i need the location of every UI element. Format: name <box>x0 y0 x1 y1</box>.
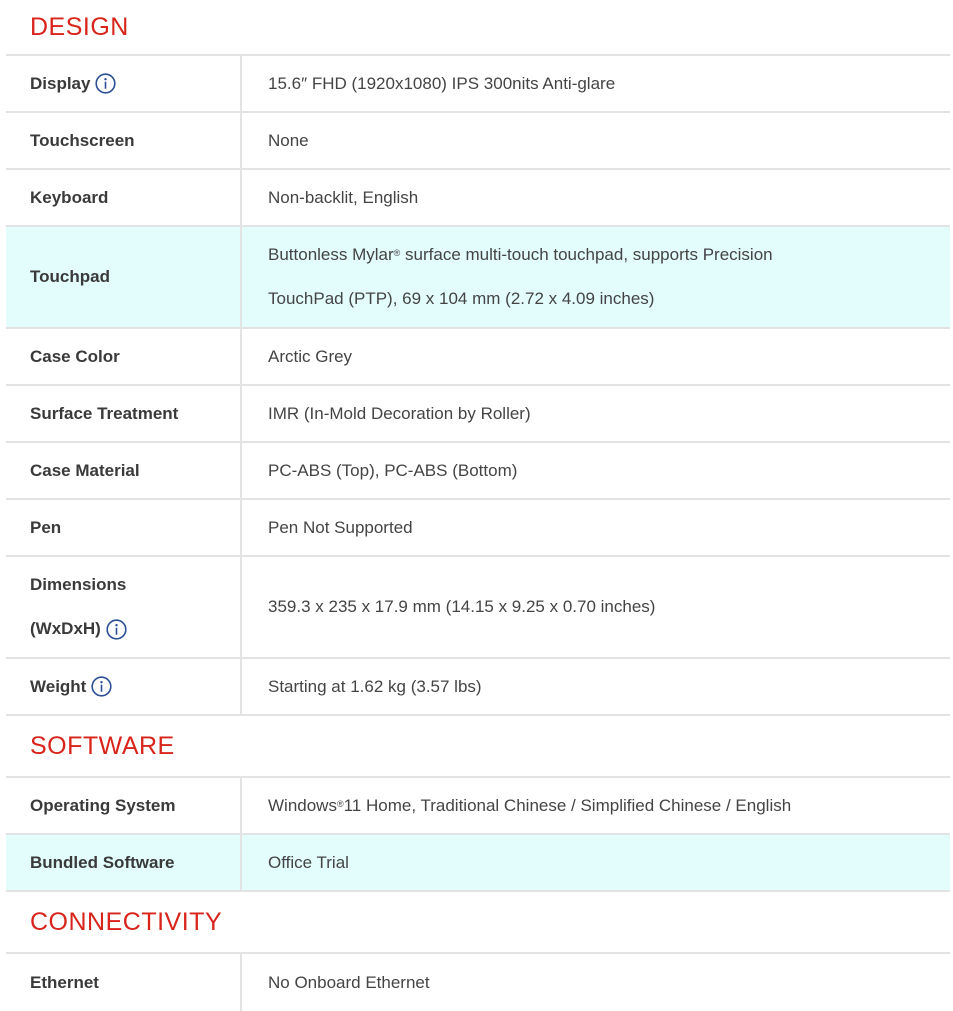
spec-row-dimensions <box>6 557 950 659</box>
spec-value: PC-ABS (Top), PC-ABS (Bottom) <box>268 460 518 480</box>
spec-label: Bundled Software <box>6 835 242 890</box>
spec-value: Pen Not Supported <box>268 517 413 537</box>
spec-value: Starting at 1.62 kg (3.57 lbs) <box>268 676 482 696</box>
spec-value: IMR (In-Mold Decoration by Roller) <box>268 403 531 423</box>
spec-row-pen <box>6 500 950 557</box>
spec-label: Pen <box>6 500 242 555</box>
spec-row-operating-system <box>6 778 950 835</box>
spec-value: None <box>268 130 309 150</box>
spec-label-line-1: Dimensions <box>30 575 127 594</box>
info-circle-icon[interactable] <box>95 73 116 94</box>
spec-row-case-color <box>6 329 950 386</box>
spec-value: Non-backlit, English <box>268 187 419 207</box>
spec-label-text: Display <box>30 73 91 93</box>
spec-label-text: Weight <box>30 676 87 696</box>
spec-row-case-material <box>6 443 950 500</box>
info-circle-icon[interactable] <box>106 619 127 640</box>
spec-label <box>6 659 242 714</box>
section-title-design: DESIGN <box>6 0 950 56</box>
spec-row-surface-treatment <box>6 386 950 443</box>
spec-value: Arctic Grey <box>268 346 353 366</box>
spec-label <box>6 557 242 657</box>
spec-row-weight <box>6 659 950 716</box>
spec-label: Touchscreen <box>6 113 242 168</box>
spec-label: Keyboard <box>6 170 242 225</box>
spec-value-line-1: Buttonless Mylar® surface multi-touch touchpad, supports Precision <box>268 245 773 264</box>
spec-row-touchpad <box>6 227 950 329</box>
spec-row-display <box>6 56 950 113</box>
spec-value-line-2: TouchPad (PTP), 69 x 104 mm (2.72 x 4.09 inches) <box>268 289 655 308</box>
spec-label: Surface Treatment <box>6 386 242 441</box>
spec-label: Ethernet <box>6 954 242 1011</box>
info-circle-icon[interactable] <box>91 676 112 697</box>
spec-value: Office Trial <box>268 852 349 872</box>
spec-label: Touchpad <box>6 227 242 327</box>
section-title-software: SOFTWARE <box>6 716 950 778</box>
spec-label-line-2: (WxDxH) <box>30 607 127 651</box>
spec-label: Operating System <box>6 778 242 833</box>
spec-label: Case Material <box>6 443 242 498</box>
spec-value: 359.3 x 235 x 17.9 mm (14.15 x 9.25 x 0.70 inches) <box>268 597 656 616</box>
spec-row-ethernet <box>6 954 950 1011</box>
spec-row-keyboard <box>6 170 950 227</box>
spec-value <box>242 227 950 327</box>
spec-value: 15.6″ FHD (1920x1080) IPS 300nits Anti-glare <box>268 73 616 93</box>
spec-value: Windows ® 11 Home, Traditional Chinese / Simplified Chinese / English <box>268 795 792 815</box>
spec-label: Case Color <box>6 329 242 384</box>
spec-value: No Onboard Ethernet <box>268 972 430 992</box>
spec-label <box>6 56 242 111</box>
section-title-connectivity: CONNECTIVITY <box>6 892 950 954</box>
spec-row-touchscreen <box>6 113 950 170</box>
specs-table <box>6 0 950 1011</box>
spec-row-bundled-software <box>6 835 950 892</box>
